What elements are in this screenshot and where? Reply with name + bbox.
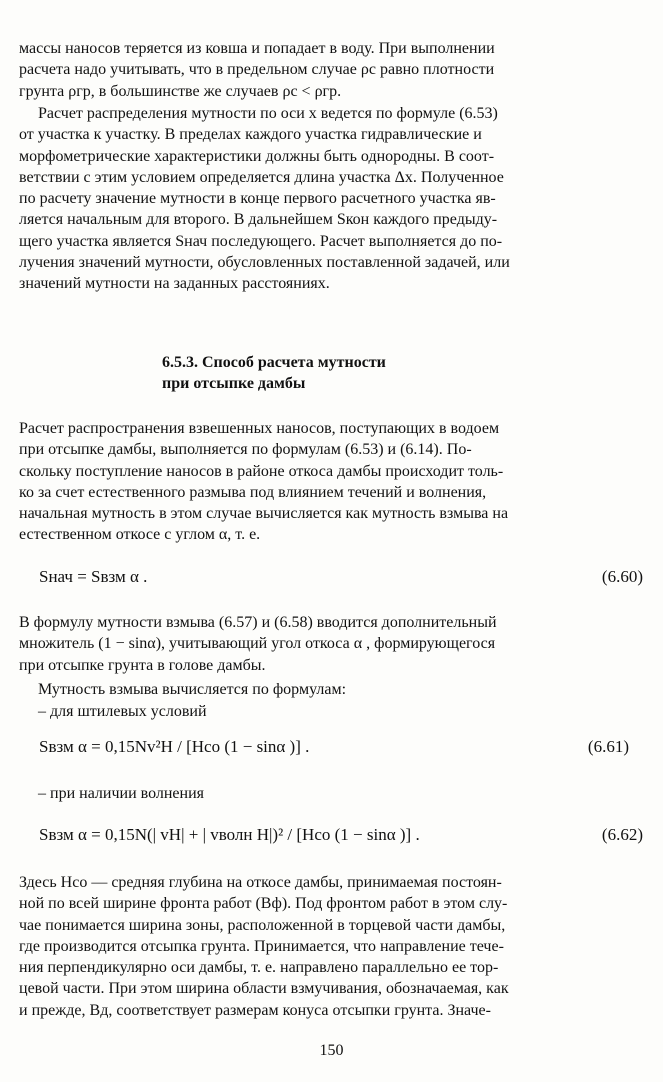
paragraph-5 — [19, 872, 643, 1021]
formula-6-60 — [19, 567, 643, 593]
paragraph-3 — [19, 418, 643, 546]
text-line: где производится отсыпка грунта. Принимается, что направление тече- — [19, 937, 504, 955]
text-line: Расчет распространения взвешенных наносов, поступающих в водоем — [19, 420, 500, 437]
formula-expression: Sвзм α = 0,15Nv²H / [Hсо (1 − sinα )] . — [39, 737, 310, 756]
text-line: чае понимается ширина зоны, расположенной в торцевой части дамбы, — [19, 916, 506, 934]
text-line: В формулу мутности взмыва (6.57) и (6.58) вводится дополнительный — [19, 614, 497, 631]
text-line: – для штилевых условий — [38, 703, 207, 720]
formula-6-62 — [19, 825, 643, 851]
text-line: – при наличии волнения — [38, 785, 205, 802]
text-line: множитель (1 − sinα), учитывающий угол откоса α , формирующегося — [19, 635, 496, 653]
text-line: и прежде, Bд, соответствует размерам конуса отсыпки грунта. Значе- — [19, 1001, 491, 1019]
heading-line: 6.5.3. Способ расчета мутности — [162, 354, 386, 371]
text-line: начальная мутность в этом случае вычисляется как мутность взмыва на — [19, 505, 509, 523]
text-line: цевой части. При этом ширина области взмучивания, обозначаемая, как — [19, 980, 509, 998]
text-line: ния перпендикулярно оси дамбы, т. е. направлено параллельно ее тор- — [19, 959, 499, 977]
text-line: ко за счет естественного размыва под влиянием течений и волнения, — [19, 483, 487, 501]
formula-number: (6.61) — [587, 737, 629, 756]
text-line: ляется начальным для второго. В дальнейшем Sкон каждого предыду- — [19, 211, 498, 229]
text-line: лучения значений мутности, обусловленных поставленной задачей, или — [19, 254, 510, 272]
text-line: по расчету значение мутности в конце первого расчетного участка яв- — [19, 190, 496, 208]
paragraph-4 — [19, 612, 643, 676]
page-number: 150 — [319, 1042, 344, 1059]
text-line: расчета надо учитывать, что в предельном случае ρс равно плотности — [19, 61, 495, 79]
formula-expression: Sвзм α = 0,15N(| vH| + | vволн H|)² / [Hсо (1 − sinα )] . — [39, 825, 420, 844]
paragraph-1 — [19, 38, 643, 102]
text-line: ветствии с этим условием определяется длина участка Δx. Полученное — [19, 168, 504, 186]
formula-number: (6.62) — [601, 825, 643, 844]
section-heading — [162, 352, 386, 394]
text-line: ной по всей ширине фронта работ (Bф). Под фронтом работ в этом слу- — [19, 895, 508, 913]
text-line: значений мутности на заданных расстояниях. — [19, 275, 330, 293]
text-line: морфометрические характеристики должны быть однородны. В соот- — [19, 147, 495, 165]
formula-expression: Sнач = Sвзм α . — [39, 567, 148, 586]
formula-6-61 — [19, 737, 643, 763]
text-line: массы наносов теряется из ковша и попадает в воду. При выполнении — [19, 40, 495, 57]
text-line: естественном откосе с углом α, т. е. — [19, 526, 261, 544]
text-line: Расчет распределения мутности по оси x ведется по формуле (6.53) — [38, 105, 498, 122]
formula-number: (6.60) — [601, 567, 643, 586]
text-line: Мутность взмыва вычисляется по формулам: — [38, 681, 347, 698]
text-line: при отсыпке грунта в голове дамбы. — [19, 656, 266, 674]
text-line: Здесь Hсо — средняя глубина на откосе дамбы, принимаемая постоян- — [19, 874, 502, 891]
text-line: грунта ρгр, в большинстве же случаев ρс < ρгр. — [19, 82, 342, 100]
text-line: скольку поступление наносов в районе откоса дамбы происходит толь- — [19, 462, 504, 480]
text-line: щего участка является Sнач последующего. Расчет выполняется до по- — [19, 232, 503, 250]
text-line: от участка к участку. В пределах каждого участка гидравлические и — [19, 126, 482, 144]
heading-line: при отсыпке дамбы — [162, 375, 306, 392]
paragraph-2 — [19, 103, 643, 295]
text-line: при отсыпке дамбы, выполняется по формулам (6.53) и (6.14). По- — [19, 441, 472, 459]
